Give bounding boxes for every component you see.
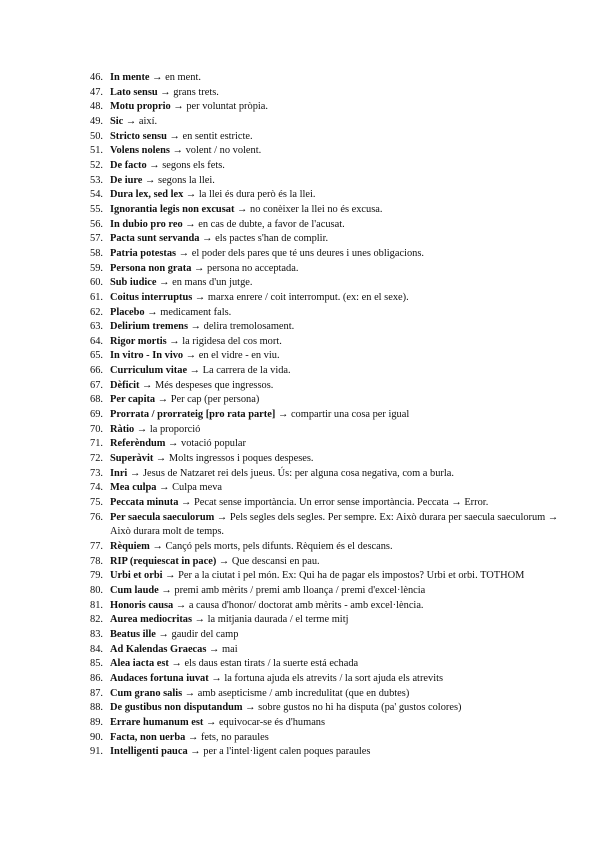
arrow-icon: →: [152, 541, 163, 552]
item-number: 77.: [90, 541, 103, 552]
item-text: [110, 320, 570, 335]
arrow-icon: →: [194, 614, 206, 626]
list-item: [90, 291, 570, 306]
item-number: 52.: [90, 159, 103, 171]
item-number: 73.: [90, 467, 103, 479]
list-item: [90, 232, 570, 247]
item-text: [110, 276, 570, 291]
item-text: [110, 203, 570, 218]
arrow-icon: →: [218, 555, 230, 567]
item-number: 57.: [90, 233, 103, 245]
item-number: 72.: [90, 453, 103, 465]
arrow-icon: →: [277, 409, 289, 421]
item-number: 82.: [90, 614, 103, 626]
latin-term: Errare humanum est: [110, 716, 204, 728]
item-text: [110, 130, 570, 145]
arrow-icon: →: [161, 584, 172, 596]
translation: la mitjania daurada / el terme mitj: [207, 614, 349, 626]
arrow-icon: →: [187, 731, 199, 743]
translation: en cas de dubte, a favor de l'acusat.: [198, 218, 345, 230]
arrow-icon: →: [185, 218, 196, 230]
arrow-icon: →: [149, 159, 160, 171]
latin-term: Aurea mediocritas: [110, 614, 193, 626]
translation: la rigidesa del cos mort.: [182, 335, 282, 347]
item-text: [110, 540, 570, 555]
latin-term: Referèndum: [110, 438, 166, 450]
arrow-icon: →: [157, 394, 169, 406]
translation: la proporció: [149, 423, 201, 435]
list-item: [90, 731, 570, 746]
item-number: 88.: [90, 702, 103, 714]
list-item: [90, 320, 570, 335]
latin-term: Superàvit: [110, 453, 154, 465]
translation: en mans d'un jutge.: [172, 277, 253, 289]
item-number: 64.: [90, 335, 103, 347]
arrow-icon: →: [202, 233, 213, 245]
list-item: [90, 71, 570, 86]
latin-expressions-list: [90, 71, 570, 760]
latin-term: Per saecula saeculorum: [110, 511, 215, 523]
item-number: 60.: [90, 277, 103, 289]
item-text: [110, 687, 570, 702]
list-item: [90, 599, 570, 614]
latin-term: Ignorantia legis non excusat: [110, 203, 235, 215]
latin-term: In mente: [110, 72, 150, 83]
item-text: [110, 745, 570, 760]
item-text: [110, 188, 570, 203]
list-item: [90, 130, 570, 145]
list-item: [90, 144, 570, 159]
latin-term: Motu proprio: [110, 101, 171, 113]
item-number: 61.: [90, 291, 103, 303]
item-number: 83.: [90, 628, 103, 640]
list-item: [90, 86, 570, 101]
translation: el poder dels pares que té uns deures i unes obligacions.: [191, 247, 424, 259]
item-text: [110, 569, 570, 584]
list-item: [90, 745, 570, 760]
latin-term: Ràtio: [110, 423, 135, 435]
latin-term: De gustibus non disputandum: [110, 702, 243, 714]
arrow-icon: →: [168, 438, 179, 450]
translation: premi amb mèrits / premi amb lloança / premi d'excel·lència: [174, 584, 426, 596]
translation: mai: [222, 643, 238, 655]
list-item: [90, 247, 570, 262]
item-text: [110, 437, 570, 452]
list-item: [90, 687, 570, 702]
list-item: [90, 701, 570, 716]
list-item: [90, 349, 570, 364]
translation: sobre gustos no hi ha disputa (pa' gustos colores): [258, 702, 462, 714]
arrow-icon: →: [184, 687, 196, 699]
item-text: [110, 643, 570, 658]
item-text: [110, 555, 570, 570]
arrow-icon: →: [181, 497, 192, 509]
item-number: 85.: [90, 658, 103, 670]
item-number: 90.: [90, 731, 103, 743]
item-text: [110, 379, 570, 394]
item-text: [110, 599, 570, 614]
list-item: [90, 203, 570, 218]
latin-term: Inri: [110, 467, 128, 479]
arrow-icon: →: [165, 570, 176, 582]
translation: en el vidre - en viu.: [198, 350, 280, 362]
arrow-icon: →: [169, 335, 180, 347]
translation: gaudir del camp: [171, 628, 239, 640]
latin-term: Patria potestas: [110, 247, 177, 259]
list-item: [90, 335, 570, 350]
translation: així.: [138, 115, 158, 127]
list-item: [90, 569, 570, 584]
arrow-icon: →: [194, 262, 205, 274]
item-number: 84.: [90, 643, 103, 655]
latin-term: Rigor mortis: [110, 335, 167, 347]
arrow-icon: →: [129, 467, 141, 479]
translation: Cançó pels morts, pels difunts. Rèquiem és el descans.: [165, 541, 393, 552]
item-number: 74.: [90, 482, 103, 494]
latin-term: Pacta sunt servanda: [110, 233, 200, 245]
item-text: [110, 511, 570, 540]
arrow-icon: →: [205, 716, 217, 728]
translation: marxa enrere / coit interromput. (ex: en el sexe).: [207, 291, 409, 303]
arrow-icon: →: [169, 130, 180, 142]
item-text: [110, 247, 570, 262]
item-text: [110, 628, 570, 643]
arrow-icon: →: [145, 174, 156, 186]
item-number: 76.: [90, 511, 103, 523]
item-text: [110, 100, 570, 115]
item-number: 79.: [90, 570, 103, 582]
item-number: 59.: [90, 262, 103, 274]
translation: Més despeses que ingressos.: [155, 379, 274, 391]
translation: Jesus de Natzaret rei dels jueus. Ús: per alguna cosa negativa, com a burla.: [142, 467, 454, 479]
item-number: 81.: [90, 599, 103, 611]
item-number: 58.: [90, 247, 103, 259]
latin-term: Sub iudice: [110, 277, 157, 289]
item-number: 87.: [90, 687, 103, 699]
item-number: 50.: [90, 130, 103, 142]
latin-term: Dura lex, sed lex: [110, 189, 184, 201]
translation: grans trets.: [173, 86, 219, 98]
item-text: [110, 496, 570, 511]
arrow-icon: →: [178, 247, 190, 259]
translation: segons la llei.: [158, 174, 215, 186]
latin-term: In vitro - In vivo: [110, 350, 184, 362]
item-number: 71.: [90, 438, 103, 450]
translation: votació popular: [181, 438, 246, 450]
list-item: [90, 306, 570, 321]
translation: segons els fets.: [162, 159, 225, 171]
latin-term: Placebo: [110, 306, 145, 318]
item-text: [110, 218, 570, 233]
arrow-icon: →: [190, 746, 201, 758]
arrow-icon: →: [185, 189, 197, 201]
latin-term: Alea iacta est: [110, 658, 169, 670]
list-item: [90, 716, 570, 731]
list-item: [90, 408, 570, 423]
latin-term: Cum laude: [110, 584, 159, 596]
item-number: 55.: [90, 203, 103, 215]
item-text: [110, 115, 570, 130]
list-item: [90, 276, 570, 291]
arrow-icon: →: [216, 511, 228, 523]
list-item: [90, 188, 570, 203]
arrow-icon: →: [159, 277, 170, 289]
translation: equivocar-se és d'humans: [218, 716, 326, 728]
item-text: [110, 657, 570, 672]
translation: els pactes s'han de complir.: [215, 233, 329, 245]
item-number: 91.: [90, 746, 103, 758]
translation: en ment.: [165, 72, 201, 83]
latin-term: De facto: [110, 159, 147, 171]
latin-term: Curriculum vitae: [110, 365, 188, 377]
translation: Pecat sense importància. Un error sense importància. Peccata → Error.: [194, 497, 489, 509]
arrow-icon: →: [142, 379, 153, 391]
translation: persona no acceptada.: [207, 262, 299, 274]
translation: Pels segles dels segles. Per sempre. Ex: Això durara per saecula saeculorum → Això durara molt de temps.: [110, 511, 559, 538]
latin-term: Urbi et orbi: [110, 570, 163, 582]
arrow-icon: →: [211, 672, 222, 684]
list-item: [90, 584, 570, 599]
list-item: [90, 613, 570, 628]
item-number: 49.: [90, 115, 103, 127]
item-text: [110, 291, 570, 306]
list-item: [90, 100, 570, 115]
item-number: 80.: [90, 584, 103, 596]
item-number: 54.: [90, 189, 103, 201]
translation: per voluntat pròpia.: [186, 101, 268, 113]
item-number: 68.: [90, 394, 103, 406]
item-text: [110, 86, 570, 101]
arrow-icon: →: [159, 482, 170, 494]
latin-term: Rèquiem: [110, 541, 150, 552]
translation: no conèixer la llei no és excusa.: [250, 203, 383, 215]
list-item: [90, 437, 570, 452]
item-text: [110, 408, 570, 423]
translation: en sentit estricte.: [182, 130, 253, 142]
translation: Culpa meva: [172, 482, 222, 494]
list-item: [90, 115, 570, 130]
arrow-icon: →: [189, 365, 201, 377]
item-text: [110, 393, 570, 408]
translation: la llei és dura però és la llei.: [198, 189, 316, 201]
item-number: 65.: [90, 350, 103, 362]
arrow-icon: →: [190, 321, 202, 333]
item-number: 53.: [90, 174, 103, 186]
item-text: [110, 716, 570, 731]
item-number: 67.: [90, 379, 103, 391]
translation: la fortuna ajuda els atrevits / la sort ajuda els atrevits: [224, 672, 444, 684]
latin-term: Persona non grata: [110, 262, 192, 274]
latin-term: Prorrata / prorrateig [pro rata parte]: [110, 409, 276, 421]
arrow-icon: →: [158, 628, 169, 640]
item-number: 47.: [90, 86, 103, 98]
translation: medicament fals.: [160, 306, 232, 318]
arrow-icon: →: [194, 291, 206, 303]
arrow-icon: →: [125, 115, 137, 127]
item-number: 46.: [90, 72, 103, 83]
item-text: [110, 584, 570, 599]
translation: volent / no volent.: [185, 145, 262, 157]
item-text: [110, 423, 570, 438]
arrow-icon: →: [155, 453, 167, 465]
translation: delira tremolosament.: [203, 321, 295, 333]
item-text: [110, 262, 570, 277]
item-text: [110, 335, 570, 350]
list-item: [90, 496, 570, 511]
list-item: [90, 174, 570, 189]
item-number: 66.: [90, 365, 103, 377]
item-number: 86.: [90, 672, 103, 684]
list-item: [90, 218, 570, 233]
latin-term: Intelligenti pauca: [110, 746, 188, 758]
item-number: 75.: [90, 497, 103, 509]
item-number: 56.: [90, 218, 103, 230]
list-item: [90, 262, 570, 277]
translation: amb asepticisme / amb incredulitat (que en dubtes): [197, 687, 410, 699]
translation: Molts ingressos i poques despeses.: [168, 453, 314, 465]
translation: per a l'intel·ligent calen poques paraules: [203, 746, 371, 758]
list-item: [90, 423, 570, 438]
arrow-icon: →: [175, 599, 187, 611]
item-text: [110, 467, 570, 482]
arrow-icon: →: [237, 203, 248, 215]
translation: La carrera de la vida.: [202, 365, 291, 377]
arrow-icon: →: [173, 101, 184, 113]
list-item: [90, 159, 570, 174]
list-item: [90, 467, 570, 482]
arrow-icon: →: [152, 72, 163, 83]
arrow-icon: →: [172, 145, 183, 157]
latin-term: Mea culpa: [110, 482, 157, 494]
item-text: [110, 144, 570, 159]
list-item: [90, 643, 570, 658]
latin-term: Lato sensu: [110, 86, 158, 98]
item-number: 78.: [90, 555, 103, 567]
item-number: 48.: [90, 101, 103, 113]
latin-term: Ad Kalendas Graecas: [110, 643, 207, 655]
item-number: 89.: [90, 716, 103, 728]
list-item: [90, 364, 570, 379]
list-item: [90, 511, 570, 540]
item-number: 69.: [90, 409, 103, 421]
latin-term: Sic: [110, 115, 124, 127]
item-text: [110, 481, 570, 496]
arrow-icon: →: [245, 702, 256, 714]
list-item: [90, 481, 570, 496]
item-text: [110, 349, 570, 364]
item-text: [110, 306, 570, 321]
arrow-icon: →: [147, 306, 158, 318]
item-text: [110, 452, 570, 467]
item-text: [110, 701, 570, 716]
latin-term: Peccata minuta: [110, 497, 179, 509]
latin-term: Stricto sensu: [110, 130, 167, 142]
list-item: [90, 628, 570, 643]
latin-term: Facta, non uerba: [110, 731, 186, 743]
latin-term: RIP (requiescat in pace): [110, 555, 217, 567]
translation: a causa d'honor/ doctorat amb mèrits - amb excel·lència.: [188, 599, 424, 611]
item-number: 70.: [90, 423, 103, 435]
list-item: [90, 452, 570, 467]
list-item: [90, 393, 570, 408]
item-text: [110, 174, 570, 189]
item-text: [110, 232, 570, 247]
latin-term: Cum grano salis: [110, 687, 183, 699]
arrow-icon: →: [209, 643, 220, 655]
list-item: [90, 555, 570, 570]
item-text: [110, 731, 570, 746]
translation: Per a la ciutat i pel món. Ex: Qui ha de pagar els impostos? Urbi et orbi. TOTHOM: [178, 570, 525, 582]
translation: Per cap (per persona): [170, 394, 260, 406]
arrow-icon: →: [136, 423, 148, 435]
item-number: 62.: [90, 306, 103, 318]
translation: fets, no paraules: [200, 731, 269, 743]
translation: compartir una cosa per igual: [290, 409, 410, 421]
latin-term: De iure: [110, 174, 143, 186]
list-item: [90, 657, 570, 672]
latin-term: Delirium tremens: [110, 321, 189, 333]
latin-term: Honoris causa: [110, 599, 174, 611]
latin-term: Dèficit: [110, 379, 140, 391]
item-text: [110, 613, 570, 628]
latin-term: In dubio pro reo: [110, 218, 183, 230]
latin-term: Volens nolens: [110, 145, 170, 157]
arrow-icon: →: [185, 350, 197, 362]
item-text: [110, 71, 570, 86]
translation: els daus estan tirats / la suerte está echada: [184, 658, 359, 670]
list-item: [90, 672, 570, 687]
latin-term: Audaces fortuna iuvat: [110, 672, 209, 684]
item-text: [110, 364, 570, 379]
item-text: [110, 159, 570, 174]
list-item: [90, 379, 570, 394]
item-number: 63.: [90, 321, 103, 333]
translation: Que descansi en pau.: [231, 555, 320, 567]
arrow-icon: →: [171, 658, 182, 670]
latin-term: Coitus interruptus: [110, 291, 193, 303]
latin-term: Per capita: [110, 394, 156, 406]
list-item: [90, 540, 570, 555]
arrow-icon: →: [160, 86, 171, 98]
item-text: [110, 672, 570, 687]
latin-term: Beatus ille: [110, 628, 156, 640]
item-number: 51.: [90, 145, 103, 157]
